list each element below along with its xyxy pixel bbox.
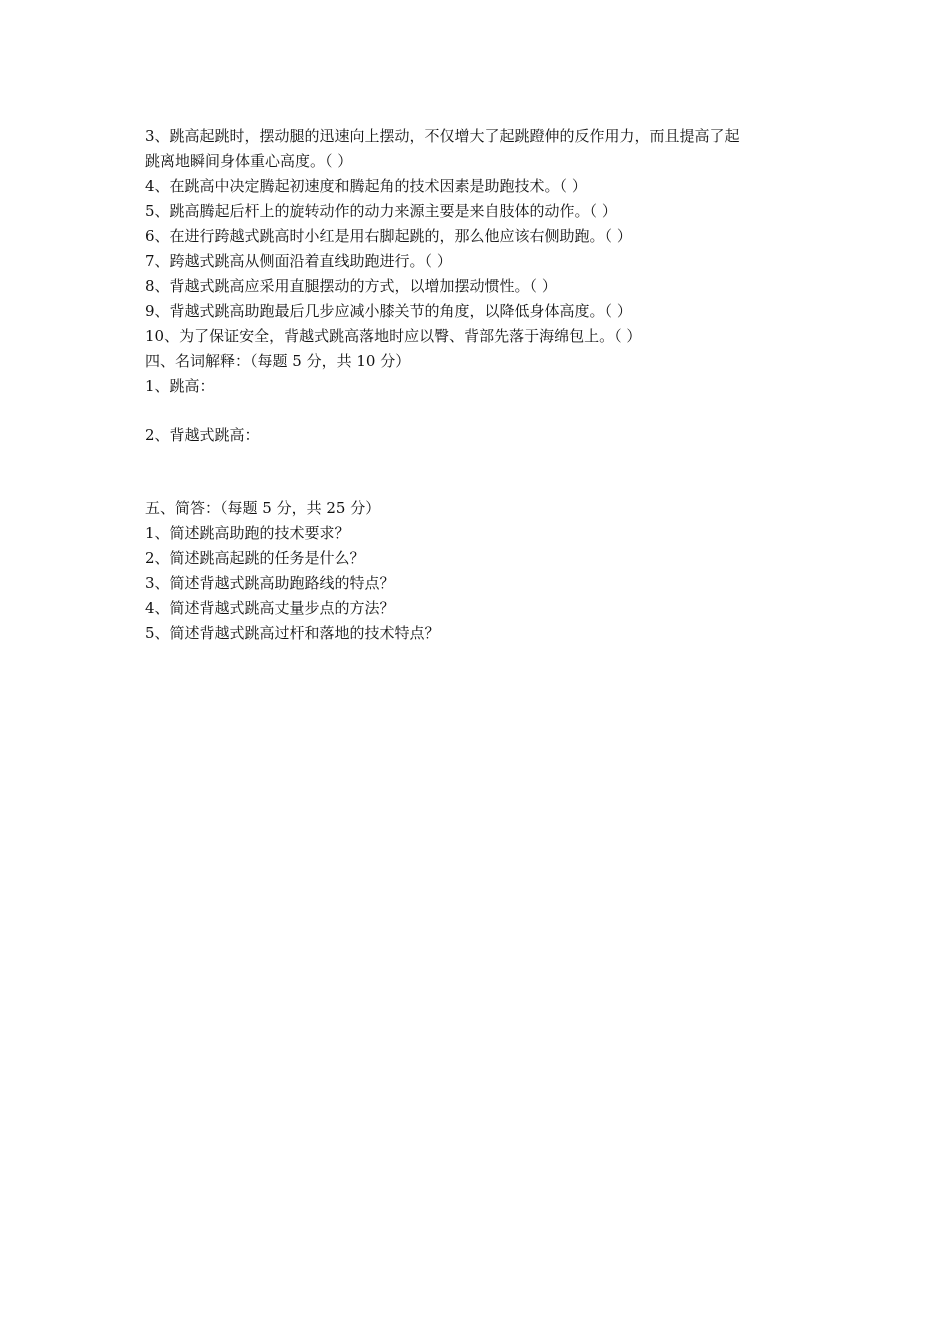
question-3-line-2: 跳离地瞬间身体重心高度。（ ） xyxy=(145,152,353,170)
question-8: 8、背越式跳高应采用直腿摆动的方式，以增加摆动惯性。（ ） xyxy=(145,277,557,295)
term-2: 2、背越式跳高： xyxy=(145,426,260,444)
question-9: 9、背越式跳高助跑最后几步应减小膝关节的角度，以降低身体高度。（ ） xyxy=(145,302,632,320)
short-answer-3: 3、简述背越式跳高助跑路线的特点？ xyxy=(145,574,395,592)
short-answer-2: 2、简述跳高起跳的任务是什么？ xyxy=(145,549,365,567)
document-content xyxy=(145,124,825,646)
term-1: 1、跳高： xyxy=(145,377,215,395)
question-6: 6、在进行跨越式跳高时小红是用右脚起跳的，那么他应该右侧助跑。（ ） xyxy=(145,227,632,245)
answer-space xyxy=(145,448,825,496)
question-3-line-1: 3、跳高起跳时，摆动腿的迅速向上摆动，不仅增大了起跳蹬伸的反作用力，而且提高了起 xyxy=(145,127,740,145)
question-5: 5、跳高腾起后杆上的旋转动作的动力来源主要是来自肢体的动作。（ ） xyxy=(145,202,617,220)
short-answer-5: 5、简述背越式跳高过杆和落地的技术特点？ xyxy=(145,624,440,642)
short-answer-4: 4、简述背越式跳高丈量步点的方法？ xyxy=(145,599,395,617)
short-answer-1: 1、简述跳高助跑的技术要求？ xyxy=(145,524,350,542)
section-heading-short-answer: 五、简答：（每题 5 分，共 25 分） xyxy=(145,499,381,517)
section-heading-terms: 四、名词解释：（每题 5 分，共 10 分） xyxy=(145,352,411,370)
question-10: 10、为了保证安全，背越式跳高落地时应以臀、背部先落于海绵包上。（ ） xyxy=(145,327,642,345)
question-7: 7、跨越式跳高从侧面沿着直线助跑进行。（ ） xyxy=(145,252,452,270)
question-4: 4、在跳高中决定腾起初速度和腾起角的技术因素是助跑技术。（ ） xyxy=(145,177,587,195)
answer-space xyxy=(145,399,825,423)
